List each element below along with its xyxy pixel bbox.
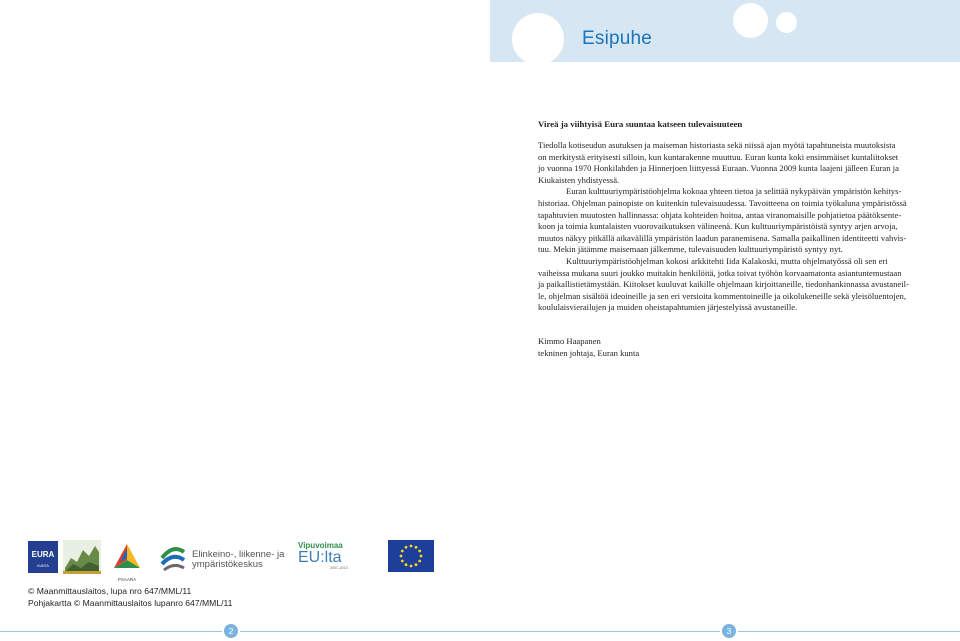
- paragraph-line: le, ohjelman sisältöä ideoineille ja sen eri versioita kommentoineille ja oikolukeneille sekä yleisöluentojen,: [538, 290, 906, 301]
- page-divider-line: [240, 631, 720, 632]
- vipuvoimaa-line1: Vipuvoimaa: [298, 541, 343, 550]
- paragraph-line: vaiheissa mukana suuri joukko muitakin henkilöitä, jotka toivat työhön korvaamatonta asiantuntemustaan: [538, 267, 902, 278]
- eura-logo-text: EURA: [31, 550, 55, 559]
- vipuvoimaa-line2: EU:lta: [298, 549, 342, 566]
- ely-logo: [158, 542, 283, 574]
- psaara-logo-text: PSAARA: [117, 577, 137, 582]
- paragraph-line: Kulttuuriympäristöohjelman kokosi arkkitehti Iida Kalakoski, mutta ohjelmatyössä oli sen eri: [566, 255, 888, 266]
- paragraph-line: koon ja toimia kuntalaisten vuorovaikutuksen välineenä. Kun kulttuuriympäristöistä syntyy arjen arvoja,: [538, 221, 898, 232]
- paragraph-line: historiaa. Ohjelman painopiste on kuitenkin tulevaisuudessa. Tavoitteena on toimia työkaluna ympäristössä: [538, 197, 907, 208]
- ely-logo-line2: ympäristökeskus: [192, 559, 263, 570]
- copyright: [28, 586, 232, 609]
- paragraph-line: koululaisvierailujen ja muiden oheistapahtumien järjestelyissä avustaneille.: [538, 302, 798, 313]
- signature-role: tekninen johtaja, Euran kunta: [538, 348, 640, 358]
- article-body: [538, 140, 920, 314]
- psaara-logo: [110, 542, 144, 582]
- paragraph-line: on merkitystä erityisesti silloin, kun kuntarakenne muuttuu. Euran kunta koki ensimmäiset kuntaliitokset: [538, 151, 899, 162]
- copyright-line1: © Maanmittauslaitos, lupa nro 647/MML/11: [28, 586, 192, 596]
- page-title: Esipuhe: [582, 28, 653, 49]
- paragraph-line: jo vuonna 1970 Honkilahden ja Hinnerjoen liittyessä Euraan. Vuonna 2009 kunta laajeni jälleen Euran ja: [538, 163, 899, 174]
- copyright-line2: Pohjakartta © Maanmittauslaitos lupanro 647/MML/11: [28, 597, 233, 608]
- paragraph-line: muutos näkyy pitkällä aikavälillä ympäristön laadun paranemisena. Samalla paikallinen identiteetti vahvis-: [538, 232, 907, 243]
- paragraph-line: Euran kulttuuriympäristöohjelma kokoaa yhteen tietoa ja selittää nykypäivän ympäristön kehitys-: [566, 186, 902, 197]
- vipuvoimaa-logo: [298, 541, 378, 575]
- article-heading-wrap: [538, 119, 920, 131]
- page-number-left: 2: [224, 624, 238, 638]
- ely-logo-line1: Elinkeino-, liikenne- ja: [192, 549, 285, 560]
- signature: [538, 335, 639, 359]
- page-divider-line: [738, 631, 960, 632]
- eura-logo: [28, 541, 58, 573]
- paragraph-line: tuu. Mekin jätämme maisemaan jälkemme, tulevaisuuden kulttuuriympäristö syntyy nyt.: [538, 244, 843, 255]
- article-heading: Vireä ja viihtyisä Eura suuntaa katseen tulevaisuuteen: [538, 119, 743, 129]
- eu-flag-logo: [388, 540, 434, 572]
- paragraph-line: Tiedolla kotiseudun asutuksen ja maiseman historiasta sekä niissä ajan myötä tapahtuneista muutoksista: [538, 140, 896, 150]
- eura-logo-subtext: KUNTA: [37, 564, 49, 568]
- header-circle: [733, 3, 768, 38]
- page-number-right: 3: [722, 624, 736, 638]
- vipuvoimaa-years: 2007–2013: [330, 566, 348, 570]
- paragraph-line: ja paikallistietämystään. Kiitokset kuuluvat kaikille ohjelmaan kirjoittaneille, tiedonhankinnassa avustaneil-: [538, 279, 909, 290]
- page-divider-line: [0, 631, 222, 632]
- header-circle: [512, 13, 564, 65]
- map-emblem-logo: [63, 540, 101, 574]
- header-circle: [776, 12, 797, 33]
- paragraph-line: tapahtuvien muutosten hallinnassa: ohjata kohteiden hoitoa, antaa viranomaisille pohjatietoa päätöksente-: [538, 209, 902, 220]
- paragraph-line: Kiukaisten yhdistyessä.: [538, 174, 620, 185]
- signature-name: Kimmo Haapanen: [538, 336, 601, 346]
